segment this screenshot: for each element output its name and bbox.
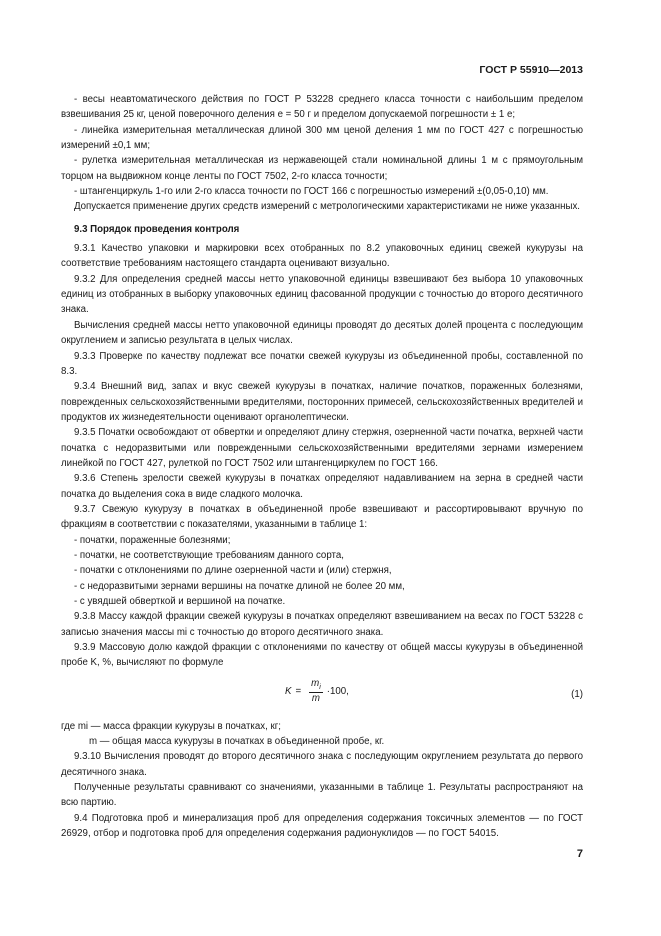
paragraph: - початки, не соответствующие требованиям данного сорта, — [74, 549, 344, 561]
section-heading: 9.3 Порядок проведения контроля — [74, 223, 240, 235]
paragraph: - линейка измерительная металлическая длиной 300 мм ценой деления 1 мм по ГОСТ 427 с погрешностью измерений ±0,1 мм; — [61, 124, 583, 152]
paragraph: 9.3.9 Массовую долю каждой фракции с отклонениями по качеству от общей массы кукурузы в объединенной пробе K, %, вычисляют по формуле — [61, 642, 583, 669]
paragraph: Полученные результаты сравнивают со значениями, указанными в таблице 1. Результаты распространяют на всю партию. — [61, 782, 583, 809]
paragraph: 9.3.4 Внешний вид, запах и вкус свежей кукурузы в початках, наличие початков, пораженных болезнями, поврежденных сельскохозяйственными вредителями, посторонних примесей, сельскохозяйственных вредителей и продуктов их жизнедеятельности оценивают органолептически. — [61, 381, 583, 423]
paragraph: где mi — масса фракции кукурузы в початках, кг; — [61, 720, 281, 732]
paragraph: - рулетка измерительная металлическая из нержавеющей стали номинальной длины 1 м с прямоугольным торцом на выдвижном конце ленты по ГОСТ 7502, 2-го класса точности; — [61, 155, 583, 182]
formula-tail: ·100, — [326, 686, 349, 698]
paragraph: - штангенциркуль 1-го или 2-го класса точности по ГОСТ 166 с погрешностью измерений ±(0,05-0,10) мм. — [74, 186, 549, 198]
formula-equals: = — [295, 686, 302, 698]
formula-numerator-sub: i — [319, 683, 321, 691]
document-header: ГОСТ Р 55910—2013 — [479, 64, 583, 76]
paragraph: 9.3.6 Степень зрелости свежей кукурузы в початках определяют надавливанием на зерна в средней части початка до выделения сока в виде сладкого молочка. — [61, 473, 583, 500]
paragraph: 9.3.8 Массу каждой фракции свежей кукурузы в початках определяют взвешиванием на весах по ГОСТ 53228 с записью значения массы mi с точностью до второго десятичного знака. — [61, 611, 583, 638]
paragraph: 9.4 Подготовка проб и минерализация проб для определения содержания токсичных элементов — по ГОСТ 26929, отбор и подготовка проб для определения содержания радионуклидов — по ГОСТ 54015. — [61, 812, 583, 840]
paragraph: 9.3.10 Вычисления проводят до второго десятичного знака с последующим округлением результата до первого десятичного знака. — [61, 751, 583, 778]
document-body — [61, 92, 583, 841]
page-number: 7 — [576, 848, 583, 860]
formula-fraction — [309, 679, 323, 705]
paragraph: - початки, пораженные болезнями; — [74, 534, 231, 546]
paragraph: - с увядшей обверткой и вершиной на початке. — [74, 596, 286, 607]
paragraph: 9.3.5 Початки освобождают от обвертки и определяют длину стержня, озерненной части початка, верхней части початка с недоразвитыми или поврежденными сельскохозяйственными вредителями зернами измерением линейкой по ГОСТ 427, рулеткой по ГОСТ 7502 или штангенциркулем по ГОСТ 166. — [61, 427, 583, 469]
formula-expression — [285, 679, 349, 705]
paragraph: Допускается применение других средств измерений с метрологическими характеристиками не ниже указанных. — [74, 201, 580, 213]
formula-numerator — [309, 679, 323, 694]
formula-number: (1) — [571, 688, 583, 700]
paragraph: - с недоразвитыми зернами вершины на початке длиной не более 20 мм, — [74, 580, 405, 592]
paragraph: 9.3.7 Свежую кукурузу в початках в объединенной пробе взвешивают и рассортировывают вручную по фракциям в соответствии с показателями, указанными в таблице 1: — [61, 503, 583, 531]
formula-numerator-var: m — [311, 677, 320, 689]
paragraph: 9.3.3 Проверке по качеству подлежат все початки свежей кукурузы из объединенной пробы, составленной по 8.3. — [61, 350, 583, 377]
paragraph: - початки с отклонениями по длине озерненной части и (или) стержня, — [74, 565, 392, 577]
paragraph: 9.3.1 Качество упаковки и маркировки всех отобранных по 8.2 упаковочных единиц свежей кукурузы на соответствие требованиям настоящего стандарта оценивают визуально. — [61, 243, 583, 270]
formula-block — [61, 677, 583, 715]
paragraph: Вычисления средней массы нетто упаковочной единицы проводят до десятых долей процента с последующим округлением и записью результата в целых числах. — [61, 319, 583, 347]
formula-denominator: m — [311, 693, 320, 705]
formula-lhs: K — [285, 686, 292, 698]
paragraph: m — общая масса кукурузы в початках в объединенной пробе, кг. — [89, 736, 385, 748]
paragraph: 9.3.2 Для определения средней массы нетто упаковочной единицы взвешивают без выбора 10 упаковочных единиц из отобранных в выборку упаковочных единиц фасованной продукции с точностью до второго десятичного знака. — [61, 273, 583, 316]
paragraph: - весы неавтоматического действия по ГОСТ Р 53228 среднего класса точности с наибольшим пределом взвешивания 25 кг, ценой поверочного деления e = 50 г и пределом допускаемой погрешности ± 1 e; — [61, 94, 583, 121]
